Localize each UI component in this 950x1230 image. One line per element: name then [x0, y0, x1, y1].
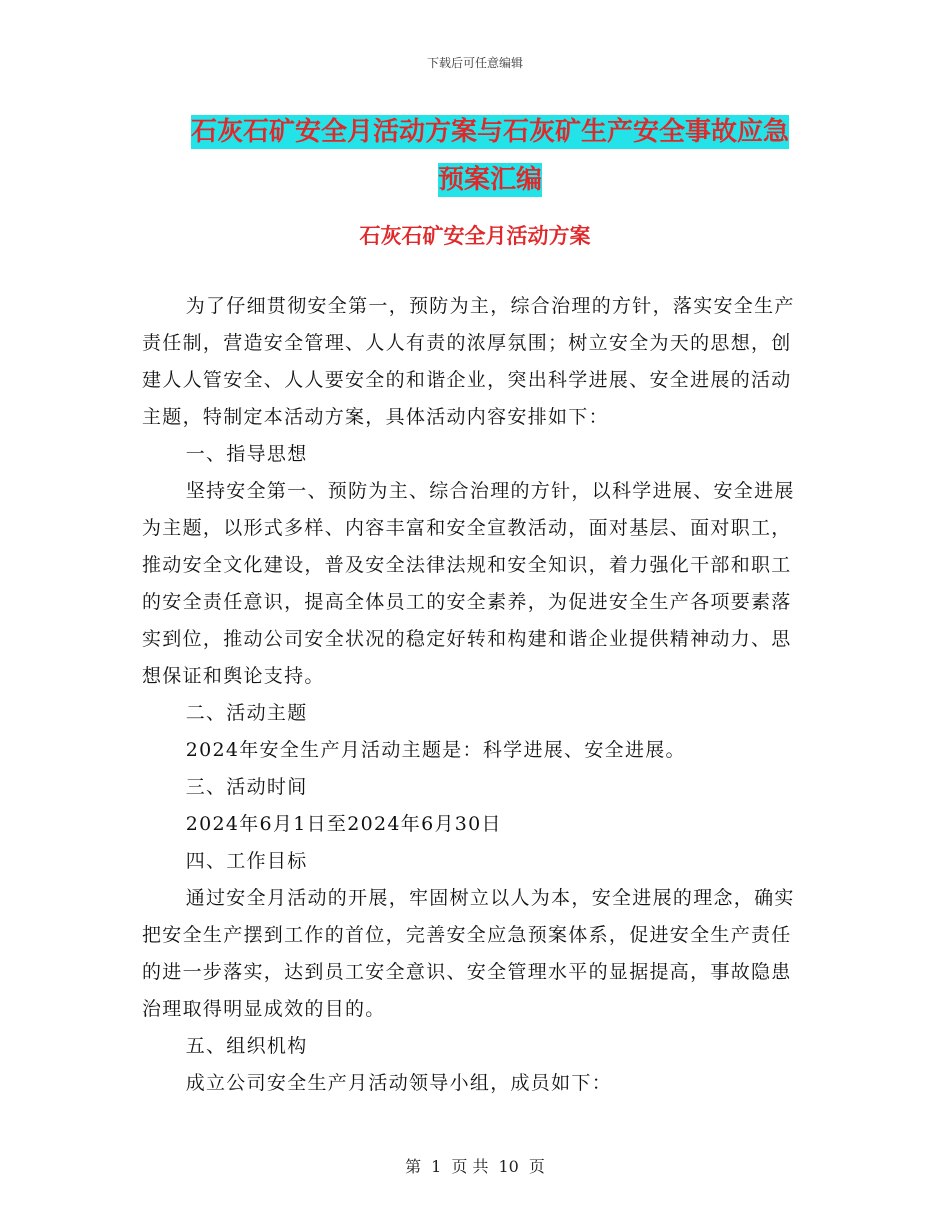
- page-footer: [0, 1154, 950, 1177]
- paragraph-activity-time: 2024年6月1日至2024年6月30日: [185, 813, 502, 835]
- document-title-line2: 预案汇编: [437, 165, 542, 195]
- document-title: [140, 108, 840, 204]
- document-title-line1: 石灰石矿安全月活动方案与石灰矿生产安全事故应急: [190, 117, 789, 147]
- paragraph-guiding-ideology: 坚持安全第一、预防为主、综合治理的方针，以科学进展、安全进展为主题，以形式多样、内容丰富和安全宣教活动，面对基层、面对职工，推动安全文化建设，普及安全法律法规和安全知识，着力强化干部和职工的安全责任意识，提高全体员工的安全素养，为促进安全生产各项要素落实到位，推动公司安全状况的稳定好转和构建和谐企业提供精神动力、思想保证和舆论支持。: [142, 480, 795, 687]
- heading-activity-theme: 二、活动主题: [185, 702, 308, 724]
- footer-label-mid: 页 共: [451, 1157, 489, 1176]
- paragraph-intro: 为了仔细贯彻安全第一，预防为主，综合治理的方针，落实安全生产责任制，营造安全管理、人人有责的浓厚氛围；树立安全为天的思想，创建人人管安全、人人要安全的和谐企业，突出科学进展、安全进展的活动主题，特制定本活动方案，具体活动内容安排如下：: [142, 295, 795, 428]
- heading-activity-time: 三、活动时间: [185, 776, 308, 798]
- paragraph-activity-theme: 2024年安全生产月活动主题是：科学进展、安全进展。: [185, 739, 686, 761]
- heading-guiding-ideology: 一、指导思想: [185, 443, 308, 465]
- document-body: [142, 288, 808, 1102]
- paragraph-organization: 成立公司安全生产月活动领导小组，成员如下：: [185, 1072, 612, 1094]
- header-note: 下载后可任意编辑: [426, 56, 523, 70]
- heading-work-goals: 四、工作目标: [185, 850, 308, 872]
- section-title: 石灰石矿安全月活动方案: [359, 223, 591, 248]
- page-number-current: 1: [431, 1157, 442, 1176]
- page-number-total: 10: [498, 1157, 519, 1176]
- footer-label-post: 页: [528, 1157, 545, 1176]
- heading-organization: 五、组织机构: [185, 1035, 308, 1057]
- footer-label-pre: 第: [405, 1157, 422, 1176]
- paragraph-work-goals: 通过安全月活动的开展，牢固树立以人为本，安全进展的理念，确实把安全生产摆到工作的首位，完善安全应急预案体系，促进安全生产责任的进一步落实，达到员工安全意识、安全管理水平的显据提高，事故隐患治理取得明显成效的目的。: [142, 887, 795, 1020]
